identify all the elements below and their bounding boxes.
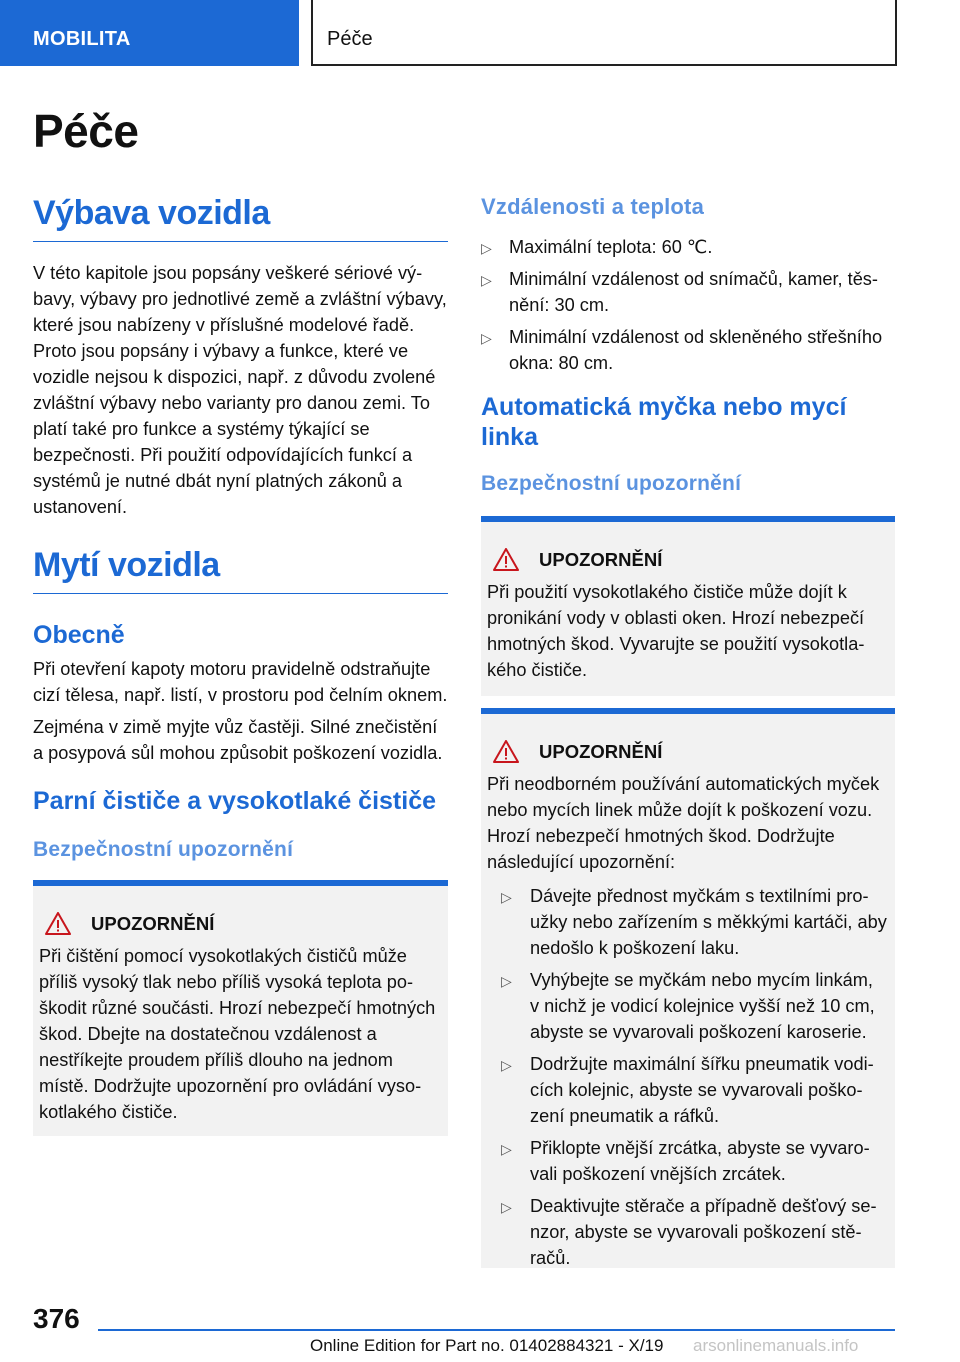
section-tab-label: MOBILITA [33,28,131,50]
list-item: ▷ Přiklopte vnější zrcátka, abyste se vyvarovali poškození vnějších zrcátek. [501,1138,870,1184]
warning-text: Při neodborném používání automatických myček nebo mycích linek může dojít k poškození vozu. Hrozí nebezpečí hmotných škod. Dodržujte následující upozornění: [487,774,880,872]
list-item: ▷ Deaktivujte stěrače a případně dešťový senzor, abyste se vyvarovali poškození stěračů. [501,1196,877,1268]
distances-heading: Vzdálenosti a teplota [481,194,705,219]
general-text-1: Při otevření kapoty motoru pravidelně odstraňujte cizí tělesa, např. listí, v prostoru pod čelním oknem. [33,659,448,705]
washing-section [33,546,448,1136]
page-number: 376 [33,1303,80,1334]
warning-label: UPOZORNĚNÍ [91,912,215,934]
warning-label: UPOZORNĚNÍ [539,548,663,570]
warning-label: UPOZORNĚNÍ [539,740,663,762]
triangle-bullet-icon: ▷ [481,240,492,256]
list-item: ▷ Dodržujte maximální šířku pneumatik vodicích kolejnic, abyste se vyvarovali poškození pneumatik a ráfků. [501,1054,874,1126]
distances-section [481,194,895,382]
warning-box-carwash [481,708,895,1268]
warning-header [493,548,887,571]
triangle-bullet-icon: ▷ [501,889,512,905]
chapter-tab-label: Péče [327,28,373,50]
edition-text: Online Edition for Part no. 01402884321 - X/19 [310,1336,664,1355]
header-bar [0,0,960,66]
warning-header [45,912,440,935]
equipment-section [33,194,448,520]
warning-triangle-icon [45,912,71,935]
triangle-bullet-icon: ▷ [501,973,512,989]
general-text-2: Zejména v zimě myjte vůz častěji. Silné znečistění a posypová sůl mohou způsobit poškození vozidla. [33,717,443,763]
general-heading: Obecně [33,621,125,649]
warning-box-steam [33,880,448,1136]
equipment-text: V této kapitole jsou popsány veškeré sériové výbavy, výbavy pro jednotlivé země a zvláštní výbavy, které jsou nabízeny v příslušné modelové řadě. Proto jsou popsány i výbavy a funkce, které ve vozidle nejsou k dispozici, např. z důvodu zvolené zvláštní výbavy nebo varianty pro danou zemi. To platí také pro funkce a systémy týkající se bezpečnosti. Při použití odpovídajících funkcí a systémů je nutné dbát nyní platných zákonů a ustanovení. [33,263,447,517]
warning-box-pressure [481,516,895,696]
warning-header [493,740,887,763]
triangle-bullet-icon: ▷ [481,272,492,288]
footer-divider [98,1329,895,1331]
list-item: ▷ Minimální vzdálenost od snímačů, kamer, těsnění: 30 cm. [481,269,878,315]
list-item: ▷ Maximální teplota: 60 ℃. [481,234,895,260]
warning-text: Při použití vysokotlakého čističe může dojít k pronikání vody v oblasti oken. Hrozí nebezpečí hmotných škod. Vyvarujte se použití vysokotlakého čističe. [487,582,865,680]
warning-text: Při čištění pomocí vysokotlakých čističů může příliš vysoký tlak nebo příliš vysoká teplota poškodit různé součásti. Hrozí nebezpečí hmotných škod. Dbejte na dostatečnou vzdálenost a nestříkejte proudem příliš dlouho na jednom místě. Dodržujte upozornění pro ovládání vysokotlakého čističe. [39,946,436,1122]
triangle-bullet-icon: ▷ [481,330,492,346]
warning-triangle-icon [493,740,519,763]
carwash-heading: Automatická myčka nebo mycí linka [481,393,847,451]
distances-list [481,234,895,376]
safety-heading-right: Bezpečnostní upozornění [481,472,742,495]
triangle-bullet-icon: ▷ [501,1057,512,1073]
page-title: Péče [33,105,139,157]
carwash-list [487,883,887,1271]
carwash-section [481,392,895,1268]
triangle-bullet-icon: ▷ [501,1199,512,1215]
warning-triangle-icon [493,548,519,571]
equipment-heading: Výbava vozidla [33,194,448,242]
list-item: ▷ Minimální vzdálenost od skleněného střešního okna: 80 cm. [481,327,883,373]
chapter-tab[interactable] [311,0,897,66]
safety-heading-left: Bezpečnostní upozornění [33,838,294,861]
triangle-bullet-icon: ▷ [501,1141,512,1157]
steam-cleaner-heading: Parní čističe a vysokotlaké čističe [33,787,437,815]
list-item: ▷ Vyhýbejte se myčkám nebo mycím linkám, v nichž je vodicí kolejnice vyšší než 10 cm, abyste se vyvarovali poškození karoserie. [501,970,875,1042]
watermark: arsonlinemanuals.info [693,1336,859,1355]
list-item: ▷ Dávejte přednost myčkám s textilními proužky nebo zařízením s měkkými kartáči, aby nedošlo k poškození laku. [501,886,887,958]
section-tab[interactable] [0,0,299,66]
washing-heading: Mytí vozidla [33,546,448,594]
